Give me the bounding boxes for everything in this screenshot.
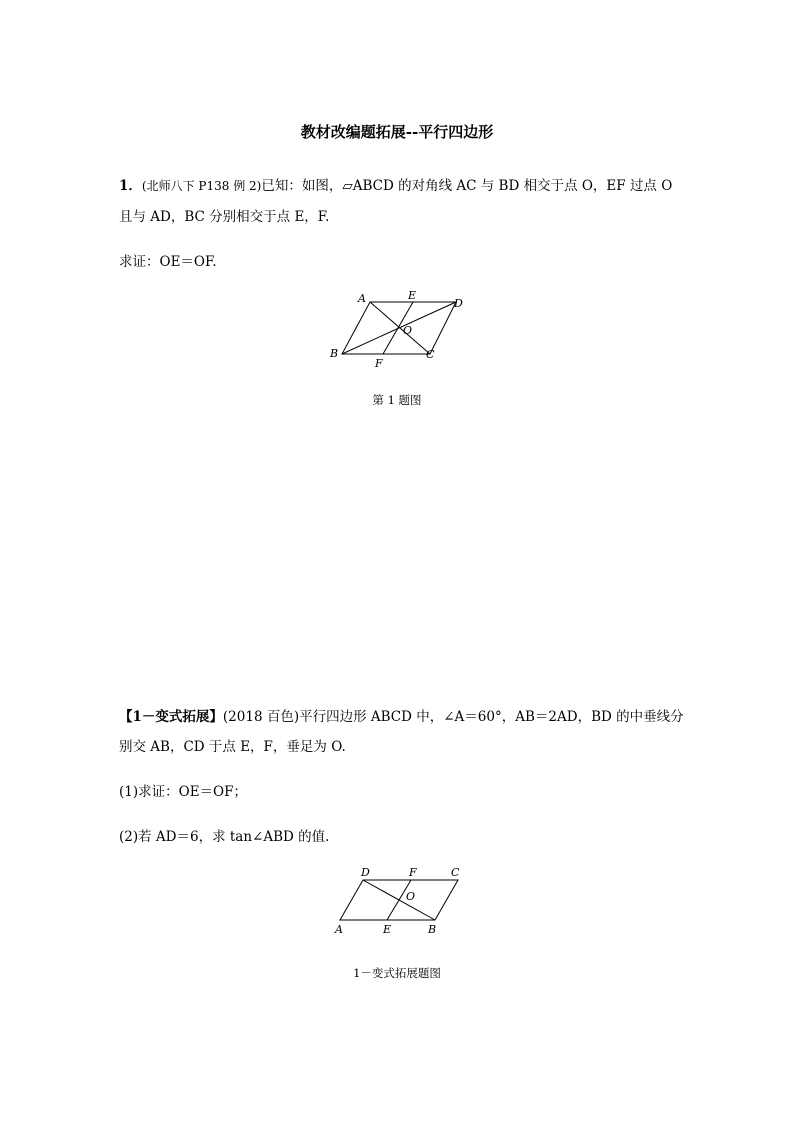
problem-1-line-1 xyxy=(119,174,672,194)
figure-variant-parallelogram xyxy=(325,860,475,942)
problem-1-prove: 求证：OE＝OF. xyxy=(119,254,217,270)
figure-1-parallelogram xyxy=(320,285,480,375)
variant-tag: 【1－变式拓展】 xyxy=(119,709,223,725)
variant-statement-line-1: (2018 百色)平行四边形 ABCD 中，∠A＝60°，AB＝2AD，BD 的中垂线分 xyxy=(222,709,684,725)
variant-label-b: B xyxy=(428,923,437,936)
label-o: O xyxy=(403,324,413,337)
diagonal-bd xyxy=(342,302,456,354)
problem-1-statement-line-1: 已知：如图，▱ABCD 的对角线 AC 与 BD 相交于点 O，EF 过点 O xyxy=(261,178,673,194)
label-e: E xyxy=(408,289,417,302)
label-d: D xyxy=(454,297,463,310)
problem-1-source: (北师八下 P138 例 2) xyxy=(141,179,262,193)
variant-part-2: (2)若 AD＝6，求 tan∠ABD 的值. xyxy=(119,829,330,845)
variant-label-c: C xyxy=(451,866,460,879)
variant-label-a: A xyxy=(335,923,343,936)
variant-label-f: F xyxy=(409,866,417,879)
problem-1-number: 1． xyxy=(119,178,142,194)
variant-label-o: O xyxy=(406,890,416,903)
label-b: B xyxy=(330,347,339,360)
figure-variant-caption: 1－变式拓展题图 xyxy=(353,966,441,980)
variant-statement-line-2: 别交 AB，CD 于点 E，F，垂足为 O. xyxy=(119,739,346,755)
variant-line-1 xyxy=(119,705,684,725)
problem-1-statement-line-2: 且与 AD，BC 分别相交于点 E，F. xyxy=(119,209,330,225)
label-c: C xyxy=(426,348,435,361)
figure-1-caption: 第 1 题图 xyxy=(372,393,422,407)
variant-part-1: (1)求证：OE＝OF； xyxy=(119,784,247,800)
label-f: F xyxy=(375,357,383,370)
page-title: 教材改编题拓展--平行四边形 xyxy=(300,123,494,141)
variant-label-d: D xyxy=(361,866,370,879)
label-a: A xyxy=(358,292,366,305)
variant-label-e: E xyxy=(383,923,392,936)
